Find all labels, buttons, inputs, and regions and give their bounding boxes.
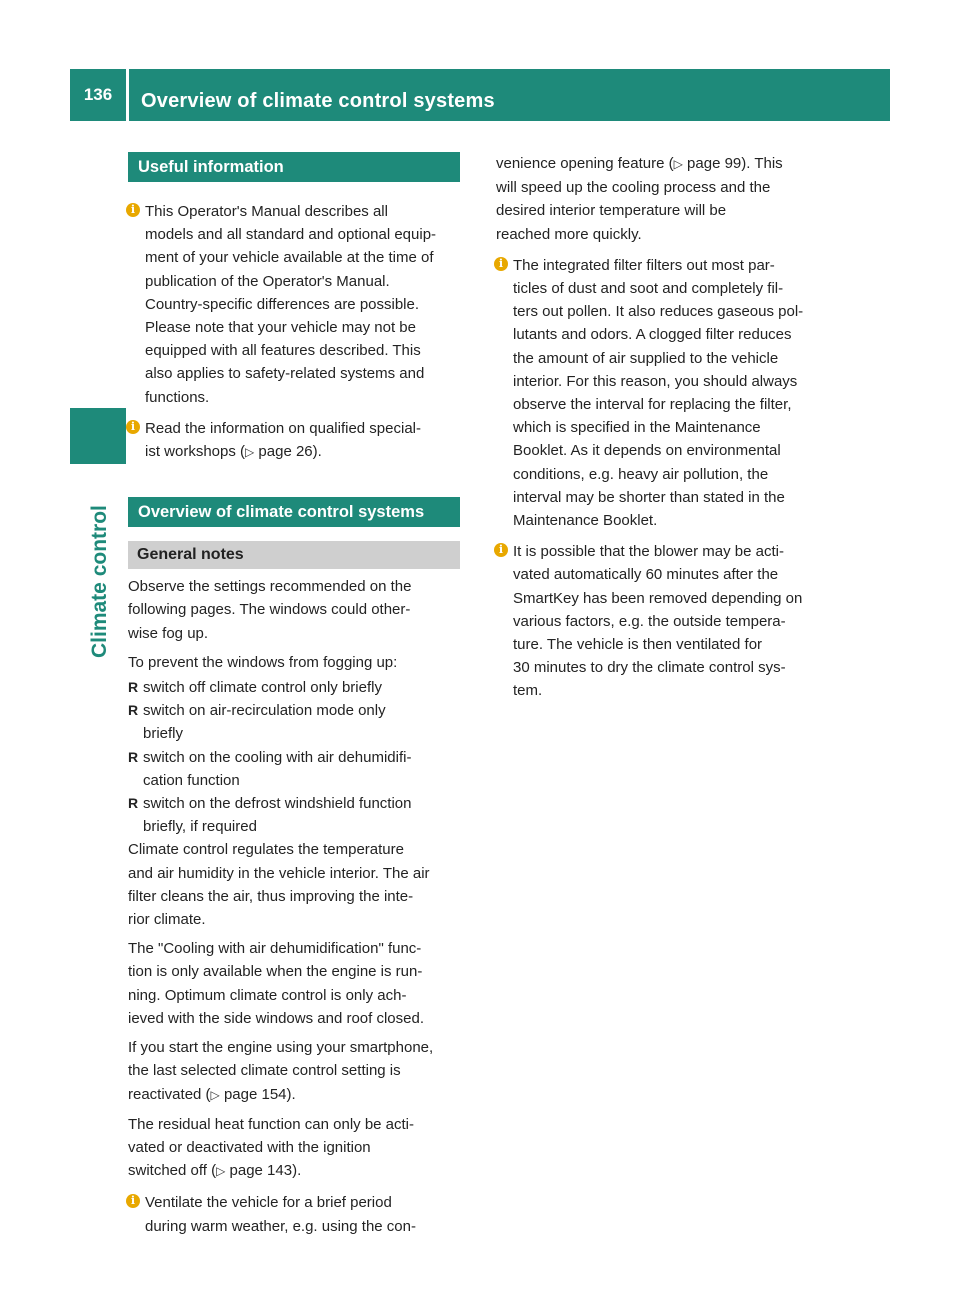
note-line: functions. — [145, 388, 210, 406]
right-column — [496, 152, 814, 703]
list-item — [128, 746, 460, 792]
page-reference-link[interactable]: page 99). This — [682, 155, 783, 172]
note-line: interior. For this reason, you should always — [513, 372, 798, 390]
note-line: during warm weather, e.g. using the con- — [145, 1217, 416, 1235]
page-reference-arrow-icon[interactable]: ▷ — [216, 1164, 226, 1179]
note-line: Country-specific differences are possible. — [145, 295, 420, 313]
page-reference-link[interactable]: page 143). — [225, 1162, 302, 1180]
section-tab-marker — [70, 408, 126, 464]
residual-heat-paragraph — [128, 1113, 460, 1184]
note-line: which is specified in the Maintenance — [513, 419, 761, 437]
paragraph-line: the last selected climate control setting is — [128, 1062, 401, 1080]
paragraph-text: reactivated ( — [128, 1085, 211, 1103]
paragraph-line: rior climate. — [128, 911, 206, 929]
general-notes-heading: General notes — [128, 541, 460, 569]
intro-paragraph — [128, 575, 460, 645]
note-line: models and all standard and optional equip- — [145, 226, 437, 244]
note-line: The integrated filter filters out most par- — [513, 256, 775, 274]
info-icon: i — [494, 257, 508, 271]
note-text: venience opening feature ( — [496, 155, 674, 172]
note-line: ment of your vehicle available at the time of — [145, 249, 434, 267]
note-line: ticles of dust and soot and completely fil- — [513, 280, 784, 298]
note-text: ist workshops ( — [145, 443, 246, 461]
paragraph-line: The residual heat function can only be acti- — [128, 1115, 415, 1133]
paragraph-line: tion is only available when the engine is run- — [128, 963, 423, 981]
note-line: reached more quickly. — [496, 225, 642, 243]
list-item — [128, 676, 460, 699]
list-item-text: briefly — [143, 725, 184, 743]
list-item-text: R switch on the defrost windshield function — [143, 795, 412, 813]
cooling-paragraph — [128, 937, 460, 1030]
paragraph-line: Climate control regulates the temperature — [128, 841, 404, 859]
page-reference-arrow-icon[interactable]: ▷ — [245, 445, 255, 460]
info-note-filter — [496, 254, 814, 532]
note-line: also applies to safety-related systems and — [145, 365, 425, 383]
list-item-text: R switch off climate control only briefly — [143, 679, 382, 697]
list-item-text: briefly, if required — [143, 818, 257, 836]
paragraph-line — [128, 1083, 460, 1107]
note-line: ture. The vehicle is then ventilated for — [513, 636, 763, 654]
note-line: Ventilate the vehicle for a brief period — [145, 1194, 392, 1212]
note-line: desired interior temperature will be — [496, 202, 727, 220]
note-line: SmartKey has been removed depending on — [513, 589, 803, 607]
paragraph-line: ning. Optimum climate control is only ach- — [128, 986, 407, 1004]
page-reference-arrow-icon[interactable]: ▷ — [210, 1087, 220, 1102]
note-line — [145, 440, 460, 464]
note-line: the amount of air supplied to the vehicle — [513, 349, 779, 367]
page-number: 136 — [83, 85, 113, 104]
paragraph-line: wise fog up. — [128, 624, 209, 642]
list-item — [128, 699, 460, 745]
info-note-ventilate — [128, 1191, 460, 1237]
note-line: observe the interval for replacing the filter, — [513, 396, 792, 414]
note-line: conditions, e.g. heavy air pollution, the — [513, 465, 769, 483]
overview-heading: Overview of climate control systems — [128, 497, 460, 527]
paragraph-line: following pages. The windows could other- — [128, 601, 411, 619]
info-icon: i — [126, 420, 140, 434]
useful-information-heading: Useful information — [128, 152, 460, 182]
page-title: Overview of climate control systems — [141, 90, 495, 112]
note-line: This Operator's Manual describes all — [145, 203, 388, 220]
paragraph-text: switched off ( — [128, 1162, 217, 1180]
smartphone-paragraph — [128, 1036, 460, 1107]
list-item-text: R switch on air-recirculation mode only — [143, 702, 386, 720]
note-line: Booklet. As it depends on environmental — [513, 442, 781, 460]
list-item — [128, 792, 460, 838]
regulates-paragraph — [128, 838, 460, 931]
paragraph-line: ieved with the side windows and roof closed. — [128, 1009, 425, 1027]
note-line: 30 minutes to dry the climate control sys- — [513, 659, 786, 677]
paragraph-line: filter cleans the air, thus improving the inte- — [128, 887, 414, 905]
page-reference-link[interactable]: page 154). — [219, 1085, 296, 1103]
note-line: Please note that your vehicle may not be — [145, 319, 416, 337]
note-line: tem. — [513, 682, 543, 700]
note-line: Maintenance Booklet. — [513, 512, 658, 530]
page-reference-link[interactable]: page 26). — [254, 443, 322, 461]
note-line: will speed up the cooling process and the — [496, 179, 771, 197]
note-line: Read the information on qualified special- — [145, 419, 421, 437]
note-line: equipped with all features described. This — [145, 342, 421, 360]
note-line: lutants and odors. A clogged filter reduces — [513, 326, 792, 344]
info-icon: i — [126, 1194, 140, 1208]
header-divider — [126, 69, 129, 121]
note-line: publication of the Operator's Manual. — [145, 272, 390, 290]
note-line: It is possible that the blower may be acti- — [513, 543, 784, 561]
note-line: ters out pollen. It also reduces gaseous pol- — [513, 303, 804, 321]
list-item-text: R switch on the cooling with air dehumidifi- — [143, 748, 412, 766]
section-side-label-text: Climate control — [88, 505, 111, 658]
page-reference-arrow-icon[interactable]: ▷ — [673, 157, 683, 171]
prevent-fogging-paragraph: To prevent the windows from fogging up: — [128, 653, 398, 671]
ventilate-continuation — [496, 152, 814, 246]
info-note-qualified-workshops — [128, 417, 460, 464]
info-note-blower — [496, 540, 814, 702]
note-line: interval may be shorter than stated in the — [513, 488, 785, 506]
paragraph-line: Observe the settings recommended on the — [128, 578, 412, 596]
note-line: various factors, e.g. the outside tempera- — [513, 612, 786, 630]
paragraph-line: The "Cooling with air dehumidification" func- — [128, 940, 422, 958]
paragraph-line — [128, 1159, 460, 1183]
left-column — [128, 152, 460, 1238]
list-item-text: cation function — [143, 771, 240, 789]
info-icon: i — [494, 543, 508, 557]
note-line — [496, 152, 814, 176]
paragraph-line: vated or deactivated with the ignition — [128, 1138, 371, 1156]
paragraph-line: If you start the engine using your smartphone, — [128, 1039, 434, 1057]
paragraph-line: and air humidity in the vehicle interior. The air — [128, 864, 430, 882]
note-line: vated automatically 60 minutes after the — [513, 566, 779, 584]
info-note-operators-manual — [128, 200, 460, 409]
info-icon: i — [126, 203, 140, 217]
fogging-bullet-list — [128, 676, 460, 838]
